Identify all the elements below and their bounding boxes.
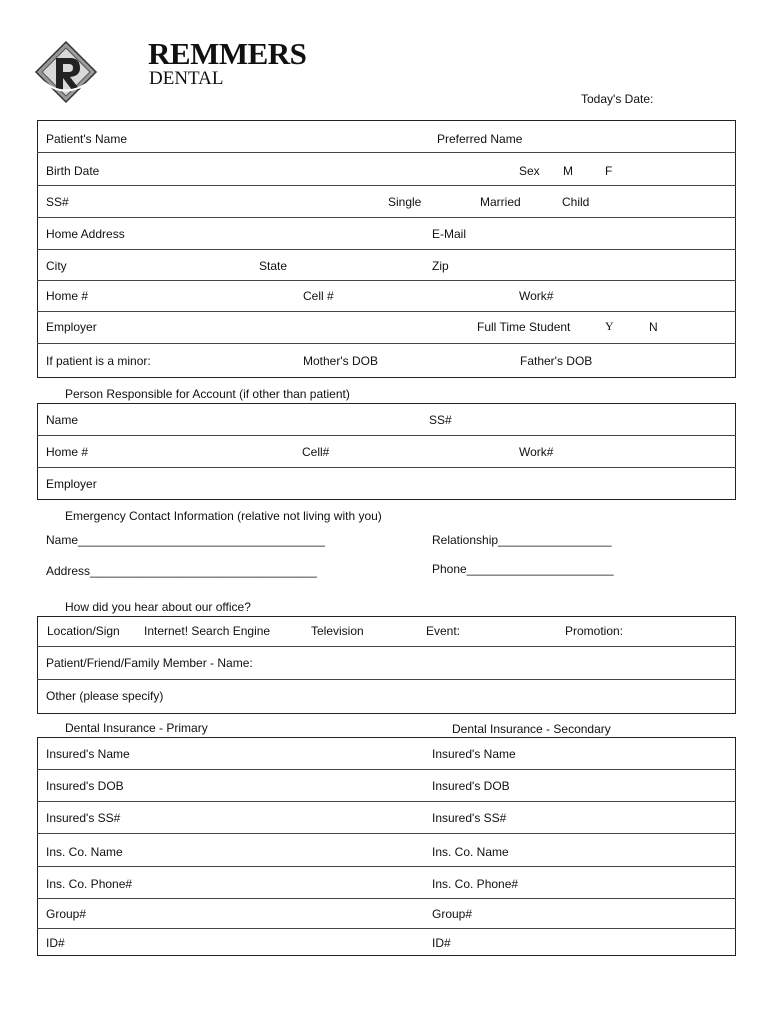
primary-id-field[interactable]: ID# [46, 936, 65, 950]
preferred-name-field[interactable]: Preferred Name [437, 132, 523, 146]
emergency-phone-field[interactable]: Phone______________________ [432, 562, 614, 576]
responsible-ssn-field[interactable]: SS# [429, 413, 452, 427]
student-no-option[interactable]: N [649, 320, 658, 334]
responsible-name-field[interactable]: Name [46, 413, 79, 427]
secondary-group-field[interactable]: Group# [432, 907, 473, 921]
secondary-insured-name-field[interactable]: Insured's Name [432, 747, 516, 761]
married-option[interactable]: Married [480, 195, 521, 209]
responsible-cell-phone-field[interactable]: Cell# [302, 445, 330, 459]
employer-field[interactable]: Employer [46, 320, 97, 334]
television-option[interactable]: Television [311, 624, 364, 638]
emergency-name-field[interactable]: Name_____________________________________ [46, 533, 325, 547]
home-address-field[interactable]: Home Address [46, 227, 125, 241]
minor-label: If patient is a minor: [46, 354, 151, 368]
promotion-field[interactable]: Promotion: [565, 624, 624, 638]
ssn-field[interactable]: SS# [46, 195, 69, 209]
responsible-employer-field[interactable]: Employer [46, 477, 97, 491]
home-phone-field[interactable]: Home # [46, 289, 89, 303]
secondary-ins-co-name-field[interactable]: Ins. Co. Name [432, 845, 509, 859]
brand-subtitle: DENTAL [149, 68, 224, 89]
mothers-dob-field[interactable]: Mother's DOB [303, 354, 378, 368]
emergency-relationship-field[interactable]: Relationship_________________ [432, 533, 612, 547]
fathers-dob-field[interactable]: Father's DOB [520, 354, 593, 368]
patients-name-field[interactable]: Patient's Name [46, 132, 127, 146]
secondary-id-field[interactable]: ID# [432, 936, 451, 950]
emergency-address-field[interactable]: Address__________________________________ [46, 564, 317, 578]
child-option[interactable]: Child [562, 195, 590, 209]
event-field[interactable]: Event: [426, 624, 461, 638]
secondary-insured-dob-field[interactable]: Insured's DOB [432, 779, 510, 793]
emergency-heading: Emergency Contact Information (relative not living with you) [65, 509, 382, 523]
responsible-heading: Person Responsible for Account (if other than patient) [65, 387, 350, 401]
other-field[interactable]: Other (please specify) [46, 689, 164, 703]
zip-field[interactable]: Zip [432, 259, 449, 273]
birth-date-field[interactable]: Birth Date [46, 164, 100, 178]
responsible-home-phone-field[interactable]: Home # [46, 445, 89, 459]
sex-f-option[interactable]: F [605, 164, 613, 178]
state-field[interactable]: State [259, 259, 288, 273]
location-sign-option[interactable]: Location/Sign [47, 624, 120, 638]
cell-phone-field[interactable]: Cell # [303, 289, 334, 303]
work-phone-field[interactable]: Work# [519, 289, 554, 303]
patient-friend-field[interactable]: Patient/Friend/Family Member - Name: [46, 656, 253, 670]
primary-insured-dob-field[interactable]: Insured's DOB [46, 779, 124, 793]
brand-name: REMMERS [148, 36, 307, 71]
secondary-insured-ssn-field[interactable]: Insured's SS# [432, 811, 507, 825]
primary-insured-name-field[interactable]: Insured's Name [46, 747, 130, 761]
secondary-insurance-heading: Dental Insurance - Secondary [452, 722, 611, 736]
secondary-ins-co-phone-field[interactable]: Ins. Co. Phone# [432, 877, 519, 891]
full-time-student-label: Full Time Student [477, 320, 571, 334]
primary-group-field[interactable]: Group# [46, 907, 87, 921]
internet-search-option[interactable]: Internet! Search Engine [144, 624, 271, 638]
primary-ins-co-phone-field[interactable]: Ins. Co. Phone# [46, 877, 133, 891]
student-yes-option[interactable]: Y [605, 319, 614, 333]
sex-label: Sex [519, 164, 540, 178]
todays-date-label: Today's Date: [581, 92, 654, 106]
email-field[interactable]: E-Mail [432, 227, 467, 241]
responsible-section [37, 403, 736, 500]
referral-heading: How did you hear about our office? [65, 600, 251, 614]
remmers-logo-icon [34, 40, 98, 104]
primary-insurance-heading: Dental Insurance - Primary [65, 721, 208, 735]
responsible-work-phone-field[interactable]: Work# [519, 445, 554, 459]
single-option[interactable]: Single [388, 195, 422, 209]
city-field[interactable]: City [46, 259, 67, 273]
primary-insured-ssn-field[interactable]: Insured's SS# [46, 811, 121, 825]
sex-m-option[interactable]: M [563, 164, 573, 178]
primary-ins-co-name-field[interactable]: Ins. Co. Name [46, 845, 123, 859]
